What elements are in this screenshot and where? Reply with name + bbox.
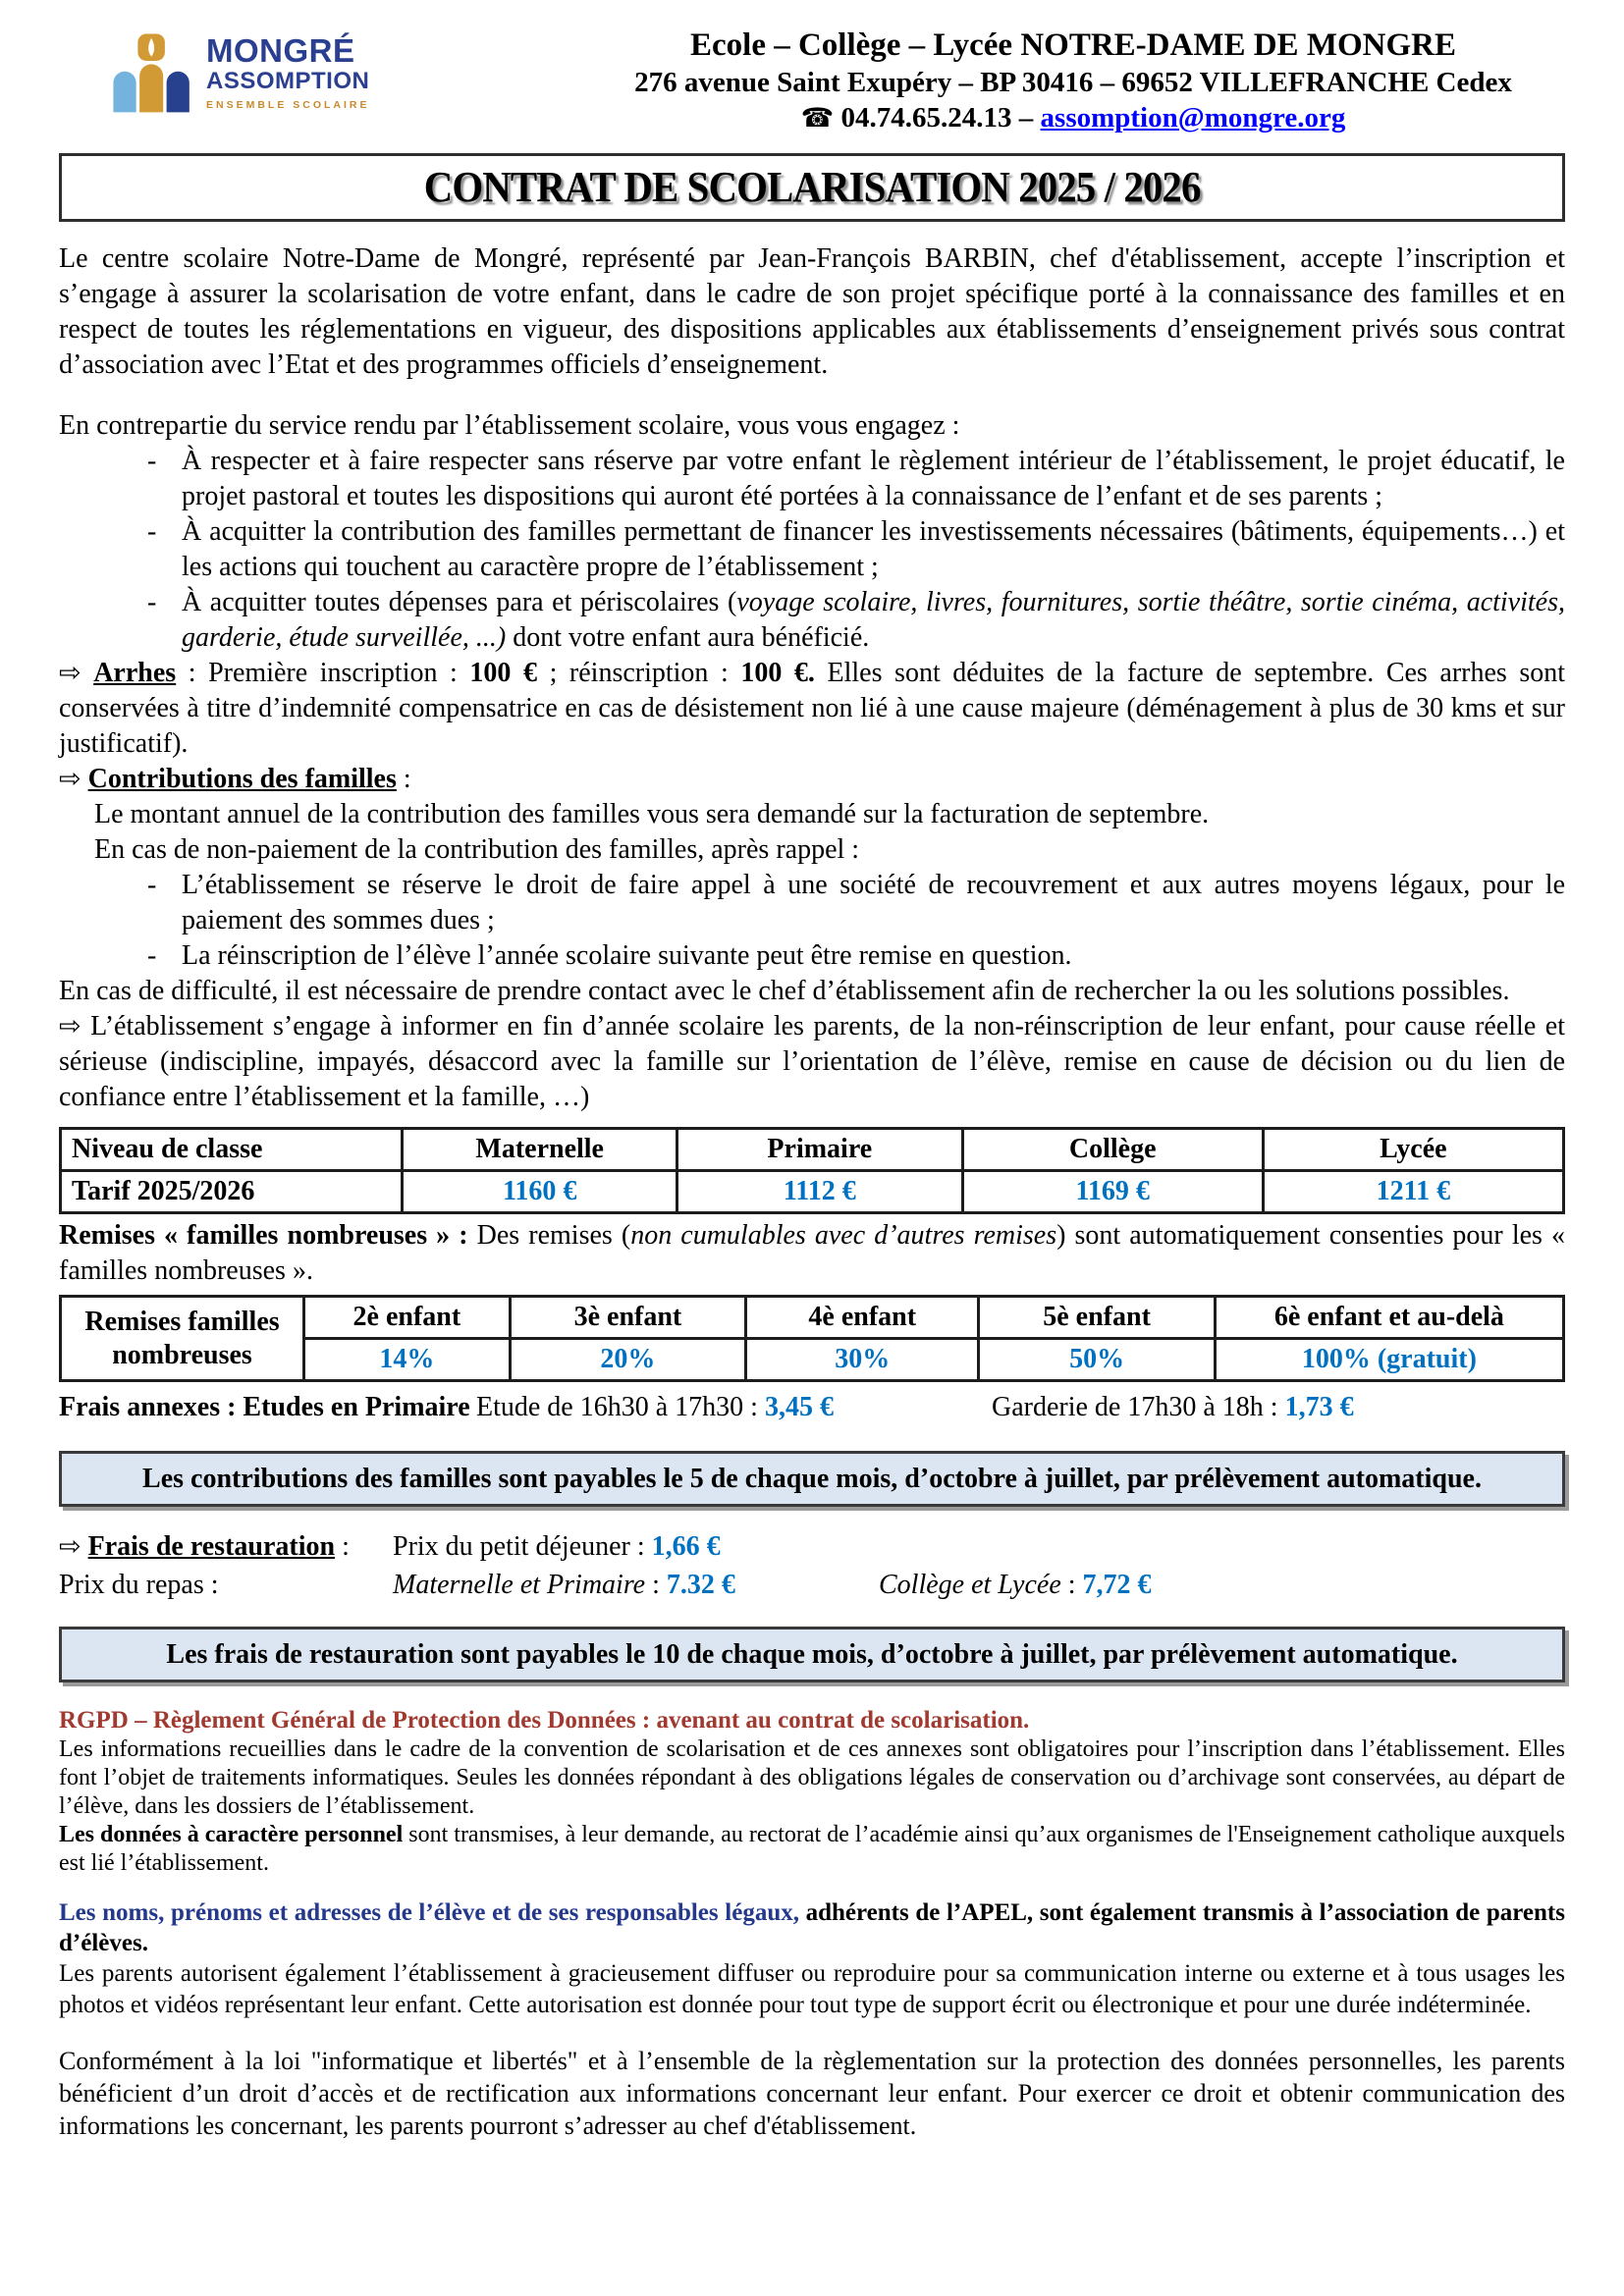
school-logo — [110, 26, 434, 120]
remises-note-text: Des remises ( — [476, 1220, 631, 1251]
repas-maternelle-label: Maternelle et Primaire — [393, 1570, 646, 1600]
item3-text-end: dont votre enfant aura bénéficié. — [506, 622, 870, 653]
table-row — [61, 1297, 1564, 1339]
rgpd-title: RGPD – Règlement Général de Protection des Données : avenant au contrat de scolarisation. — [59, 1707, 1030, 1734]
logo-wordmark — [206, 34, 370, 111]
repas-college-price: 7,72 € — [1082, 1570, 1152, 1600]
garderie-price: 1,73 € — [1284, 1392, 1354, 1422]
remise-4: 30% — [746, 1339, 979, 1381]
engagement-item-3 — [182, 587, 1565, 653]
page-header — [59, 26, 1565, 141]
arrhes-label: Arrhes — [93, 658, 177, 688]
arrhes-text: Elles sont déduites de la facture de septembre. Ces arrhes sont conservées à titre d’indemnité compensatrice en cas de désistement non lié à une cause majeure (déménagement à plus de 30 kms et sur justificatif). — [59, 658, 1566, 759]
section-arrow-icon: ⇨ — [59, 764, 81, 794]
tariff-header-level: Niveau de classe — [61, 1129, 403, 1171]
arrhes-text: : Première inscription : — [176, 658, 470, 688]
contributions-closing: En cas de difficulté, il est nécessaire de prendre contact avec le chef d’établissement afin de rechercher la ou les solutions possibles. — [59, 976, 1510, 1006]
petit-dejeuner-price: 1,66 € — [651, 1531, 721, 1562]
data-rights-paragraph: Conformément à la loi "informatique et libertés" et à l’ensemble de la règlementation sur la protection des données personnelles, les parents bénéficient d’un droit d’accès et de rectification aux informations concernant leur enfant. Pour exercer ce droit et obtenir communication des informations les concernant, les parents pourront s’adresser au chef d'établissement. — [59, 2047, 1565, 2140]
dash-bullet-icon: - — [147, 446, 157, 476]
non-reinscription-text: L’établissement s’engage à informer en fin d’année scolaire les parents, de la non-réinscription de leur enfant, pour cause réelle et sérieuse (indiscipline, impayés, désaccord avec la famille sur l’orientation de l’élève, remise en cause de décision ou du lien de confiance entre l’établissement et la famille, …) — [59, 1011, 1565, 1112]
school-address: 276 avenue Saint Exupéry – BP 30416 – 69652 VILLEFRANCHE Cedex — [634, 67, 1512, 98]
dash-bullet-icon: - — [147, 940, 157, 971]
separator: : — [1060, 1570, 1083, 1600]
contributions-line-2: En cas de non-paiement de la contribution des familles, après rappel : — [94, 834, 860, 865]
remises-note — [59, 1218, 1565, 1289]
tariff-college: 1169 € — [962, 1171, 1263, 1213]
contributions-line-1: Le montant annuel de la contribution des familles vous sera demandé sur la facturation de septembre. — [94, 799, 1210, 829]
logo-tagline: ENSEMBLE SCOLAIRE — [206, 99, 370, 112]
arrhes-amount-1: 100 € — [469, 658, 537, 688]
list-item — [59, 444, 1565, 514]
restauration-label-suffix: : — [335, 1531, 350, 1562]
document-title-box — [59, 153, 1565, 222]
contributions-item-2: La réinscription de l’élève l’année scolaire suivante peut être remise en question. — [182, 940, 1072, 971]
table-row — [61, 1129, 1564, 1171]
tariff-lycee: 1211 € — [1263, 1171, 1563, 1213]
repas-maternelle-price: 7.32 € — [666, 1570, 735, 1600]
remises-table — [59, 1295, 1565, 1382]
tariff-table — [59, 1127, 1565, 1214]
apel-text: adhérents de l’APEL, sont également transmis à l’association de parents d’élèves. — [59, 1899, 1565, 1956]
petit-dejeuner-label: Prix du petit déjeuner : — [393, 1531, 652, 1562]
contributions-payment-notice: Les contributions des familles sont payables le 5 de chaque mois, d’octobre à juillet, par prélèvement automatique. — [59, 1451, 1565, 1507]
arrhes-amount-2: 100 €. — [740, 658, 815, 688]
remises-note-italic: non cumulables avec d’autres remises — [630, 1220, 1057, 1251]
tariff-header-primaire: Primaire — [677, 1129, 963, 1171]
dash-bullet-icon: - — [147, 870, 157, 900]
contributions-list — [59, 868, 1565, 974]
remise-6: 100% (gratuit) — [1215, 1339, 1563, 1381]
apel-blue-text: Les noms, prénoms et adresses de l’élève et de ses responsables légaux, — [59, 1899, 799, 1926]
remises-note-text-end: ) sont automatiquement consenties pour les « familles nombreuses ». — [59, 1220, 1565, 1286]
remise-5: 50% — [979, 1339, 1215, 1381]
rgpd-text: sont transmises, à leur demande, au rectorat de l’académie ainsi qu’aux organismes de l'Enseignement catholique auxquels est lié l’établissement. — [59, 1822, 1565, 1876]
logo-subtitle: ASSOMPTION — [206, 68, 370, 95]
contributions-item-1: L’établissement se réserve le droit de faire appel à une société de recouvrement et aux autres moyens légaux, pour le paiement des sommes dues ; — [182, 870, 1565, 935]
document-title: CONTRAT DE SCOLARISATION 2025 / 2026 — [423, 163, 1201, 211]
frais-annexes-label: Frais annexes : Etudes en Primaire — [59, 1392, 470, 1422]
item3-text: À acquitter toutes dépenses para et périscolaires ( — [182, 587, 737, 617]
table-row — [61, 1171, 1564, 1213]
etude-item — [476, 1390, 834, 1425]
list-item — [59, 585, 1565, 656]
contributions-label: Contributions des familles — [87, 764, 397, 794]
etude-label: Etude de 16h30 à 17h30 : — [476, 1392, 765, 1422]
remises-header-2: 2è enfant — [304, 1297, 511, 1339]
separator: : — [645, 1570, 667, 1600]
email-link[interactable]: assomption@mongre.org — [1040, 102, 1346, 133]
mongre-logo-icon — [110, 26, 194, 120]
tariff-header-maternelle: Maternelle — [403, 1129, 677, 1171]
school-phone-line — [581, 100, 1565, 136]
contributions-label-suffix: : — [396, 764, 411, 794]
restauration-payment-notice: Les frais de restauration sont payables le 10 de chaque mois, d’octobre à juillet, par prélèvement automatique. — [59, 1627, 1565, 1682]
restauration-line-2 — [59, 1567, 1565, 1605]
phone-icon: ☎ — [800, 103, 835, 133]
section-arrow-icon: ⇨ — [59, 658, 81, 688]
repas-maternelle-item — [393, 1567, 735, 1604]
contributions-heading — [59, 762, 1565, 797]
remise-3: 20% — [510, 1339, 745, 1381]
dash-bullet-icon: - — [147, 516, 157, 547]
tariff-row-label: Tarif 2025/2026 — [61, 1171, 403, 1213]
tariff-primaire: 1112 € — [677, 1171, 963, 1213]
photos-authorization-paragraph: Les parents autorisent également l’établissement à gracieusement diffuser ou reproduire pour sa communication interne ou externe et à tous usages les photos et vidéos représentant leur enfant. Cette autorisation est donnée pour tout type de support écrit ou électronique et pour une durée indéterminée. — [59, 1960, 1565, 2018]
engagement-item-2: À acquitter la contribution des familles permettant de financer les investissements nécessaires (bâtiments, équipements…) et les actions qui touchent au caractère propre de l’établissement ; — [182, 516, 1565, 582]
list-item — [59, 868, 1565, 938]
tariff-maternelle: 1160 € — [403, 1171, 677, 1213]
restauration-heading — [59, 1528, 350, 1566]
item3-italic-text: voyage scolaire, livres, fournitures, sortie théâtre, sortie cinéma, activités, garderie, étude surveillée, ...) — [182, 587, 1565, 653]
intro-paragraph: Le centre scolaire Notre-Dame de Mongré, représenté par Jean-François BARBIN, chef d'établissement, accepte l’inscription et s’engage à assurer la scolarisation de votre enfant, dans le cadre de son projet spécifique porté à la connaissance des familles et en respect de toutes les réglementations en vigueur, des dispositions applicables aux établissements d’enseignement privés sous contrat d’association avec l’Etat et des programmes officiels d’enseignement. — [59, 243, 1565, 380]
school-contact-block — [434, 26, 1565, 136]
logo-title: MONGRÉ — [206, 32, 355, 70]
remises-header-4: 4è enfant — [746, 1297, 979, 1339]
petit-dejeuner-item — [393, 1528, 721, 1566]
remises-header-6: 6è enfant et au-delà — [1215, 1297, 1563, 1339]
remises-note-bold: Remises « familles nombreuses » : — [59, 1220, 477, 1251]
apel-paragraph — [59, 1897, 1565, 1958]
restauration-line-1 — [59, 1528, 1565, 1567]
rgpd-section — [59, 1706, 1565, 1878]
tariff-header-college: Collège — [962, 1129, 1263, 1171]
school-name: Ecole – Collège – Lycée NOTRE-DAME DE MONGRE — [690, 27, 1456, 63]
etude-price: 3,45 € — [764, 1392, 834, 1422]
restauration-block — [59, 1528, 1565, 1605]
garderie-label: Garderie de 17h30 à 18h : — [992, 1392, 1285, 1422]
remises-header-5: 5è enfant — [979, 1297, 1215, 1339]
engagement-list — [59, 444, 1565, 656]
rgpd-bold-text: Les données à caractère personnel — [59, 1822, 404, 1847]
restauration-label: Frais de restauration — [87, 1531, 336, 1562]
dash-bullet-icon: - — [147, 587, 157, 617]
repas-college-item — [879, 1567, 1152, 1604]
non-reinscription-paragraph — [59, 1009, 1565, 1115]
garderie-item — [992, 1390, 1354, 1425]
engagement-item-1: À respecter et à faire respecter sans réserve par votre enfant le règlement intérieur de l’établissement, le projet éducatif, le projet pastoral et toutes les dispositions qui auront été portées à la connaissance de l’enfant et de ses parents ; — [182, 446, 1565, 511]
repas-label: Prix du repas : — [59, 1570, 219, 1600]
remises-header-3: 3è enfant — [510, 1297, 745, 1339]
phone-number: 04.74.65.24.13 – — [834, 102, 1041, 133]
list-item — [59, 938, 1565, 974]
list-item — [59, 514, 1565, 585]
remises-row-label: Remises familles nombreuses — [61, 1297, 304, 1381]
rgpd-paragraph-1: Les informations recueillies dans le cadre de la convention de scolarisation et de ces annexes sont obligatoires pour l’inscription dans l’établissement. Elles font l’objet de traitements informatiques. Seules les données répondant à des obligations légales de conservation ou d’archivage sont conservées, au départ de l’élève, dans les dossiers de l’établissement. — [59, 1736, 1565, 1819]
arrhes-text: ; réinscription : — [537, 658, 741, 688]
remise-2: 14% — [304, 1339, 511, 1381]
rgpd-paragraph-2 — [59, 1821, 1565, 1878]
tariff-header-lycee: Lycée — [1263, 1129, 1563, 1171]
section-arrow-icon: ⇨ — [59, 1531, 81, 1562]
arrhes-paragraph — [59, 656, 1565, 762]
engagement-lead: En contrepartie du service rendu par l’établissement scolaire, vous vous engagez : — [59, 410, 960, 441]
frais-annexes-line — [59, 1390, 1565, 1429]
section-arrow-icon: ⇨ — [59, 1011, 81, 1041]
repas-college-label: Collège et Lycée — [879, 1570, 1061, 1600]
